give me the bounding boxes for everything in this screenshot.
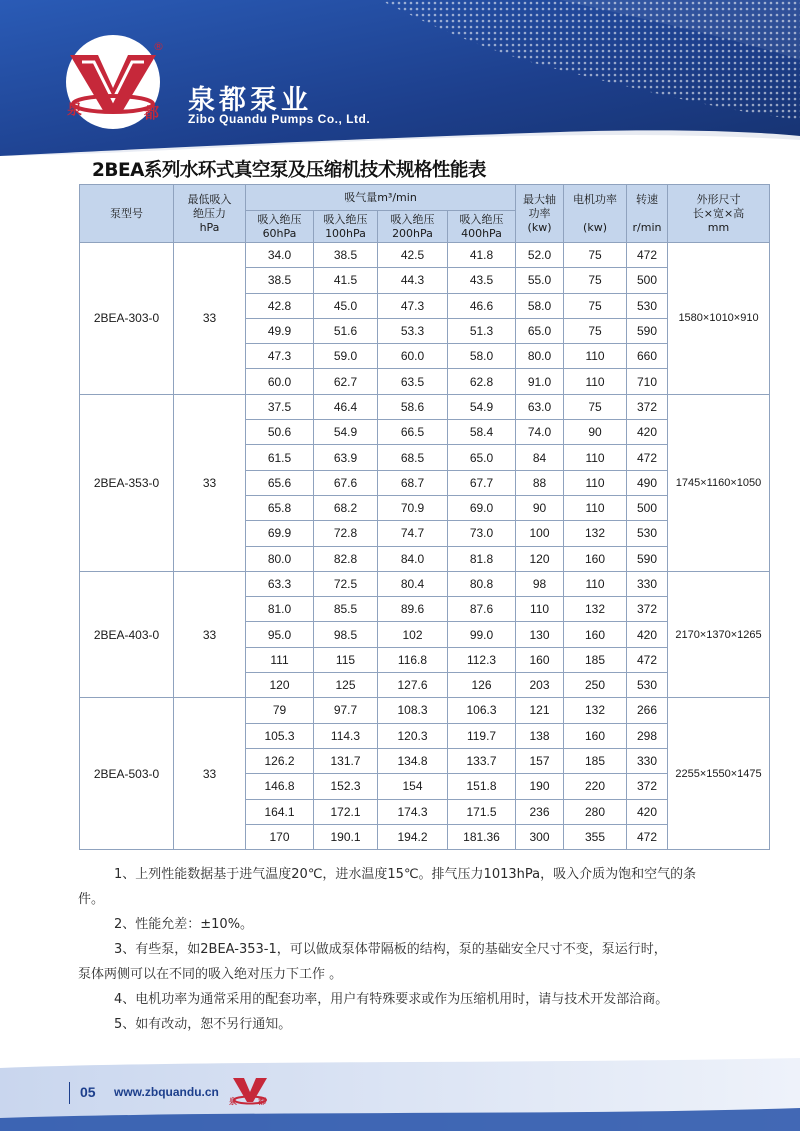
cell-shaft-power: 160 (516, 647, 564, 672)
cell-suction-100: 62.7 (314, 369, 378, 394)
cell-speed: 472 (627, 445, 668, 470)
footer-separator (69, 1082, 70, 1104)
note-5: 5、如有改动，恕不另行通知。 (114, 1017, 292, 1032)
cell-suction-100: 172.1 (314, 799, 378, 824)
cell-motor-power: 75 (564, 394, 627, 419)
registered-mark: ® (153, 40, 164, 53)
cell-speed: 330 (627, 748, 668, 773)
cell-speed: 710 (627, 369, 668, 394)
cell-shaft-power: 90 (516, 495, 564, 520)
note-2: 2、性能允差：±10%。 (114, 917, 254, 932)
cell-motor-power: 75 (564, 318, 627, 343)
logo-char-left: 泉 (67, 100, 83, 118)
cell-motor-power: 110 (564, 571, 627, 596)
cell-shaft-power: 74.0 (516, 420, 564, 445)
cell-suction-100: 152.3 (314, 774, 378, 799)
cell-suction-100: 115 (314, 647, 378, 672)
cell-speed: 372 (627, 774, 668, 799)
cell-shaft-power: 120 (516, 546, 564, 571)
cell-suction-200: 80.4 (378, 571, 448, 596)
cell-suction-400: 99.0 (448, 622, 516, 647)
cell-suction-400: 73.0 (448, 521, 516, 546)
cell-suction-200: 68.7 (378, 470, 448, 495)
cell-motor-power: 132 (564, 698, 627, 723)
cell-speed: 660 (627, 344, 668, 369)
cell-suction-200: 63.5 (378, 369, 448, 394)
cell-motor-power: 75 (564, 268, 627, 293)
cell-suction-60: 65.6 (246, 470, 314, 495)
page-header (0, 0, 800, 160)
cell-suction-200: 127.6 (378, 673, 448, 698)
cell-suction-100: 38.5 (314, 243, 378, 268)
cell-motor-power: 280 (564, 799, 627, 824)
cell-suction-60: 42.8 (246, 293, 314, 318)
logo-char-right: 都 (144, 104, 160, 122)
footer-logo-char-left: 泉 (229, 1097, 237, 1106)
cell-suction-400: 69.0 (448, 495, 516, 520)
cell-suction-400: 126 (448, 673, 516, 698)
cell-shaft-power: 58.0 (516, 293, 564, 318)
cell-speed: 330 (627, 571, 668, 596)
cell-speed: 420 (627, 799, 668, 824)
cell-suction-200: 42.5 (378, 243, 448, 268)
cell-shaft-power: 110 (516, 597, 564, 622)
cell-suction-60: 126.2 (246, 748, 314, 773)
cell-motor-power: 355 (564, 824, 627, 849)
cell-speed: 298 (627, 723, 668, 748)
cell-dimensions: 2170×1370×1265 (668, 571, 770, 697)
header-shaft-power: 最大轴 功率 (kw) (516, 185, 564, 243)
cell-suction-400: 87.6 (448, 597, 516, 622)
cell-motor-power: 90 (564, 420, 627, 445)
cell-suction-400: 65.0 (448, 445, 516, 470)
cell-motor-power: 160 (564, 723, 627, 748)
cell-suction-60: 69.9 (246, 521, 314, 546)
cell-suction-60: 47.3 (246, 344, 314, 369)
cell-speed: 372 (627, 394, 668, 419)
cell-suction-60: 34.0 (246, 243, 314, 268)
cell-shaft-power: 157 (516, 748, 564, 773)
cell-suction-100: 97.7 (314, 698, 378, 723)
cell-motor-power: 160 (564, 546, 627, 571)
header-model: 泵型号 (80, 185, 174, 243)
cell-speed: 266 (627, 698, 668, 723)
cell-dimensions: 1745×1160×1050 (668, 394, 770, 571)
cell-suction-200: 102 (378, 622, 448, 647)
cell-suction-100: 82.8 (314, 546, 378, 571)
cell-suction-100: 190.1 (314, 824, 378, 849)
header-motor-power: 电机功率 (kw) (564, 185, 627, 243)
cell-suction-400: 62.8 (448, 369, 516, 394)
cell-shaft-power: 100 (516, 521, 564, 546)
cell-motor-power: 110 (564, 495, 627, 520)
cell-speed: 530 (627, 293, 668, 318)
cell-suction-400: 67.7 (448, 470, 516, 495)
cell-suction-200: 66.5 (378, 420, 448, 445)
cell-suction-60: 146.8 (246, 774, 314, 799)
cell-suction-400: 133.7 (448, 748, 516, 773)
cell-suction-200: 58.6 (378, 394, 448, 419)
cell-speed: 472 (627, 243, 668, 268)
cell-suction-60: 120 (246, 673, 314, 698)
cell-suction-400: 181.36 (448, 824, 516, 849)
header-min-pressure: 最低吸入 绝压力 hPa (174, 185, 246, 243)
cell-suction-60: 49.9 (246, 318, 314, 343)
cell-shaft-power: 236 (516, 799, 564, 824)
cell-speed: 530 (627, 673, 668, 698)
cell-suction-400: 54.9 (448, 394, 516, 419)
cell-shaft-power: 88 (516, 470, 564, 495)
cell-suction-60: 81.0 (246, 597, 314, 622)
page-title: 2BEA系列水环式真空泵及压缩机技术规格性能表 (92, 160, 486, 181)
cell-suction-200: 84.0 (378, 546, 448, 571)
cell-suction-60: 170 (246, 824, 314, 849)
table-row (80, 698, 770, 723)
cell-shaft-power: 98 (516, 571, 564, 596)
cell-suction-400: 58.4 (448, 420, 516, 445)
cell-motor-power: 132 (564, 521, 627, 546)
cell-suction-60: 111 (246, 647, 314, 672)
cell-suction-100: 63.9 (314, 445, 378, 470)
cell-suction-400: 106.3 (448, 698, 516, 723)
website-link[interactable]: www.zbquandu.cn (114, 1085, 219, 1099)
cell-speed: 420 (627, 420, 668, 445)
cell-suction-400: 81.8 (448, 546, 516, 571)
cell-shaft-power: 190 (516, 774, 564, 799)
cell-suction-100: 51.6 (314, 318, 378, 343)
header-dimensions: 外形尺寸 长×宽×高 mm (668, 185, 770, 243)
cell-suction-60: 105.3 (246, 723, 314, 748)
cell-speed: 530 (627, 521, 668, 546)
cell-suction-400: 46.6 (448, 293, 516, 318)
cell-suction-400: 58.0 (448, 344, 516, 369)
cell-suction-200: 44.3 (378, 268, 448, 293)
cell-speed: 490 (627, 470, 668, 495)
cell-suction-200: 70.9 (378, 495, 448, 520)
cell-model: 2BEA-503-0 (80, 698, 174, 850)
cell-speed: 500 (627, 268, 668, 293)
cell-shaft-power: 65.0 (516, 318, 564, 343)
cell-suction-100: 67.6 (314, 470, 378, 495)
cell-suction-400: 171.5 (448, 799, 516, 824)
cell-speed: 500 (627, 495, 668, 520)
cell-suction-200: 74.7 (378, 521, 448, 546)
cell-suction-200: 154 (378, 774, 448, 799)
cell-suction-400: 119.7 (448, 723, 516, 748)
cell-suction-100: 46.4 (314, 394, 378, 419)
cell-model: 2BEA-353-0 (80, 394, 174, 571)
table-row (80, 571, 770, 596)
cell-min-pressure: 33 (174, 698, 246, 850)
header-suction-volume: 吸气量m³/min (246, 185, 516, 211)
note-1-continued: 件。 (78, 892, 105, 907)
table-row (80, 394, 770, 419)
cell-shaft-power: 55.0 (516, 268, 564, 293)
cell-speed: 590 (627, 546, 668, 571)
cell-min-pressure: 33 (174, 571, 246, 697)
cell-speed: 590 (627, 318, 668, 343)
cell-shaft-power: 203 (516, 673, 564, 698)
cell-suction-200: 53.3 (378, 318, 448, 343)
cell-motor-power: 220 (564, 774, 627, 799)
cell-suction-400: 43.5 (448, 268, 516, 293)
cell-shaft-power: 138 (516, 723, 564, 748)
cell-suction-60: 65.8 (246, 495, 314, 520)
cell-speed: 472 (627, 824, 668, 849)
cell-shaft-power: 80.0 (516, 344, 564, 369)
cell-dimensions: 2255×1550×1475 (668, 698, 770, 850)
header-suction-400: 吸入绝压 400hPa (448, 211, 516, 243)
cell-suction-60: 79 (246, 698, 314, 723)
page-number: 05 (80, 1084, 96, 1100)
cell-suction-400: 151.8 (448, 774, 516, 799)
cell-suction-100: 85.5 (314, 597, 378, 622)
cell-dimensions: 1580×1010×910 (668, 243, 770, 395)
note-1: 1、上列性能数据基于进气温度20℃，进水温度15℃。排气压力1013hPa，吸入介质为饱和空气的条 (114, 867, 697, 882)
header-speed: 转速 r/min (627, 185, 668, 243)
note-4: 4、电机功率为通常采用的配套功率，用户有特殊要求或作为压缩机用时，请与技术开发部洽商。 (114, 992, 669, 1007)
cell-shaft-power: 91.0 (516, 369, 564, 394)
cell-suction-100: 125 (314, 673, 378, 698)
cell-shaft-power: 52.0 (516, 243, 564, 268)
cell-shaft-power: 84 (516, 445, 564, 470)
cell-motor-power: 185 (564, 748, 627, 773)
cell-suction-60: 61.5 (246, 445, 314, 470)
cell-suction-200: 116.8 (378, 647, 448, 672)
cell-suction-200: 108.3 (378, 698, 448, 723)
notes-section (78, 862, 778, 1037)
cell-suction-100: 54.9 (314, 420, 378, 445)
note-3: 3、有些泵，如2BEA-353-1，可以做成泵体带隔板的结构，泵的基础安全尺寸不变，泵运行时， (114, 942, 667, 957)
cell-suction-100: 131.7 (314, 748, 378, 773)
cell-shaft-power: 130 (516, 622, 564, 647)
cell-model: 2BEA-403-0 (80, 571, 174, 697)
header-background (0, 0, 800, 160)
cell-suction-200: 194.2 (378, 824, 448, 849)
cell-min-pressure: 33 (174, 243, 246, 395)
cell-motor-power: 75 (564, 293, 627, 318)
cell-suction-60: 37.5 (246, 394, 314, 419)
cell-speed: 420 (627, 622, 668, 647)
cell-motor-power: 160 (564, 622, 627, 647)
cell-suction-100: 45.0 (314, 293, 378, 318)
cell-suction-100: 72.5 (314, 571, 378, 596)
cell-suction-60: 95.0 (246, 622, 314, 647)
cell-suction-200: 68.5 (378, 445, 448, 470)
cell-suction-200: 134.8 (378, 748, 448, 773)
cell-motor-power: 110 (564, 445, 627, 470)
cell-suction-60: 50.6 (246, 420, 314, 445)
note-3-continued: 泵体两侧可以在不同的吸入绝对压力下工作 。 (78, 967, 343, 982)
table-row (80, 243, 770, 268)
spec-table-body (80, 243, 770, 850)
cell-suction-200: 120.3 (378, 723, 448, 748)
cell-speed: 472 (627, 647, 668, 672)
cell-suction-60: 164.1 (246, 799, 314, 824)
cell-min-pressure: 33 (174, 394, 246, 571)
cell-suction-200: 174.3 (378, 799, 448, 824)
cell-suction-100: 114.3 (314, 723, 378, 748)
company-name-en: Zibo Quandu Pumps Co., Ltd. (188, 112, 371, 126)
cell-suction-100: 41.5 (314, 268, 378, 293)
header-suction-100: 吸入绝压 100hPa (314, 211, 378, 243)
cell-motor-power: 110 (564, 344, 627, 369)
cell-suction-60: 63.3 (246, 571, 314, 596)
cell-motor-power: 110 (564, 369, 627, 394)
cell-shaft-power: 121 (516, 698, 564, 723)
cell-suction-400: 51.3 (448, 318, 516, 343)
cell-speed: 372 (627, 597, 668, 622)
cell-shaft-power: 63.0 (516, 394, 564, 419)
company-name-cn: 泉都泵业 (188, 85, 312, 116)
cell-suction-60: 60.0 (246, 369, 314, 394)
footer-logo-char-right: 都 (258, 1097, 266, 1106)
cell-motor-power: 250 (564, 673, 627, 698)
cell-motor-power: 185 (564, 647, 627, 672)
cell-shaft-power: 300 (516, 824, 564, 849)
cell-suction-60: 80.0 (246, 546, 314, 571)
cell-suction-100: 68.2 (314, 495, 378, 520)
cell-motor-power: 75 (564, 243, 627, 268)
cell-motor-power: 110 (564, 470, 627, 495)
spec-table (79, 184, 770, 850)
cell-suction-200: 47.3 (378, 293, 448, 318)
cell-suction-60: 38.5 (246, 268, 314, 293)
cell-suction-100: 59.0 (314, 344, 378, 369)
cell-suction-200: 89.6 (378, 597, 448, 622)
cell-suction-100: 72.8 (314, 521, 378, 546)
header-suction-60: 吸入绝压 60hPa (246, 211, 314, 243)
cell-model: 2BEA-303-0 (80, 243, 174, 395)
cell-suction-200: 60.0 (378, 344, 448, 369)
cell-suction-400: 112.3 (448, 647, 516, 672)
cell-suction-400: 80.8 (448, 571, 516, 596)
cell-suction-400: 41.8 (448, 243, 516, 268)
cell-suction-100: 98.5 (314, 622, 378, 647)
header-suction-200: 吸入绝压 200hPa (378, 211, 448, 243)
cell-motor-power: 132 (564, 597, 627, 622)
